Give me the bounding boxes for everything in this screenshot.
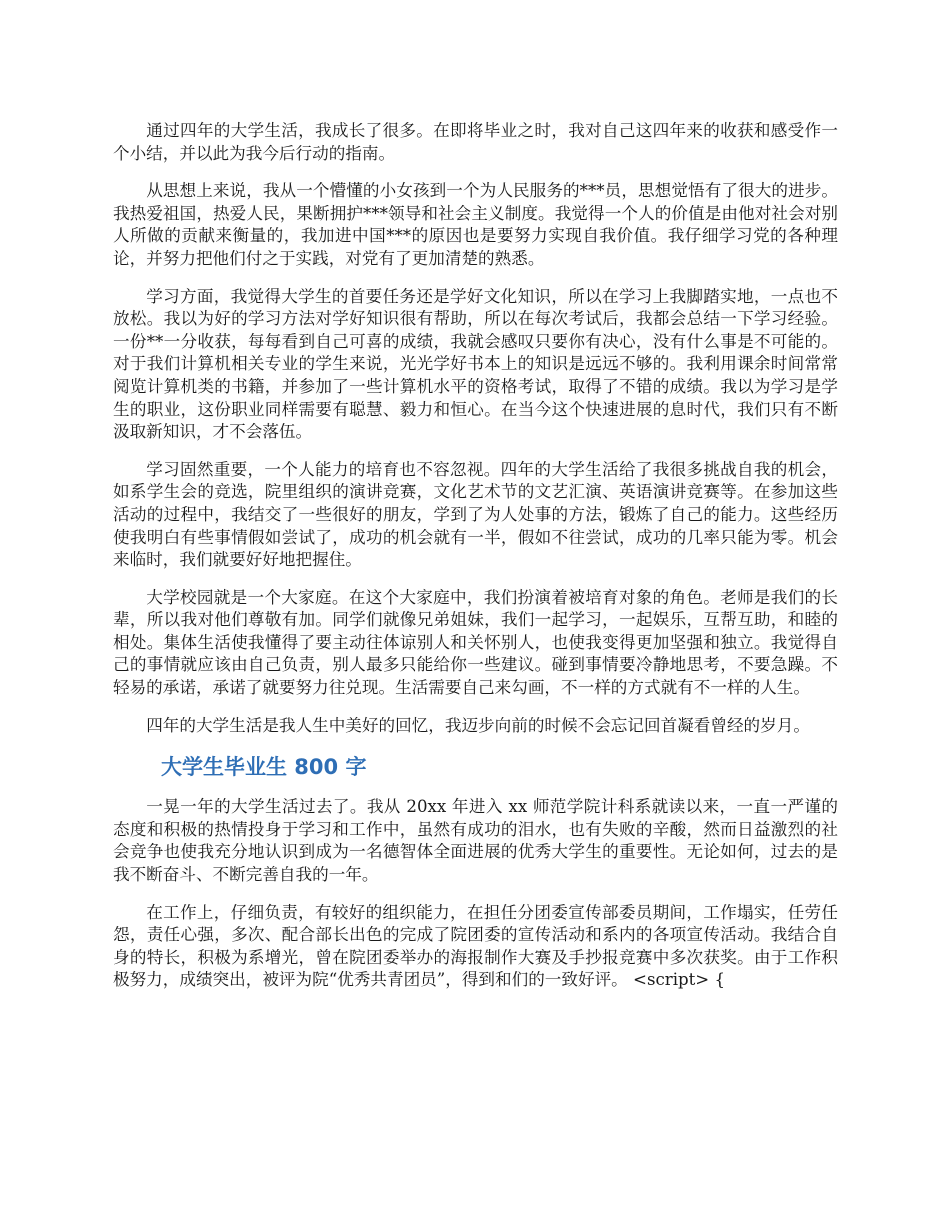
paragraph: 大学校园就是一个大家庭。在这个大家庭中，我们扮演着被培育对象的角色。老师是我们的长辈，所以我对他们尊敬有加。同学们就像兄弟姐妹，我们一起学习，一起娱乐，互帮互助，和睦的相处。集体生活使我懂得了要主动往体谅别人和关怀别人，也使我变得更加坚强和独立。我觉得自己的事情就应该由自己负责，别人最多只能给你一些建议。碰到事情要冷静地思考，不要急躁。不轻易的承诺，承诺了就要努力往兑现。生活需要自己来勾画，不一样的方式就有不一样的人生。: [113, 587, 838, 698]
document-page: [113, 120, 838, 1007]
paragraph: 学习固然重要，一个人能力的培育也不容忽视。四年的大学生活给了我很多挑战自我的机会，如系学生会的竞选，院里组织的演讲竞赛，文化艺术节的文艺汇演、英语演讲竞赛等。在参加这些活动的过程中，我结交了一些很好的朋友，学到了为人处事的方法，锻炼了自己的能力。这些经历使我明白有些事情假如尝试了，成功的机会就有一半，假如不往尝试，成功的几率只能为零。机会来临时，我们就要好好地把握住。: [113, 459, 838, 570]
paragraph: 从思想上来说，我从一个懵懂的小女孩到一个为人民服务的***员，思想觉悟有了很大的进步。我热爱祖国，热爱人民，果断拥护***领导和社会主义制度。我觉得一个人的价值是由他对社会对别人所做的贡献来衡量的，我加进中国***的原因也是要努力实现自我价值。我仔细学习党的各种理论，并努力把他们付之于实践，对党有了更加清楚的熟悉。: [113, 181, 838, 268]
paragraph: 通过四年的大学生活，我成长了很多。在即将毕业之时，我对自己这四年来的收获和感受作一个小结，并以此为我今后行动的指南。: [113, 121, 838, 163]
paragraph: 一晃一年的大学生活过去了。我从 20xx 年进入 xx 师范学院计科系就读以来，一直一严谨的态度和积极的热情投身于学习和工作中，虽然有成功的泪水，也有失败的辛酸，然而日益激烈的社会竞争也使我充分地认识到成为一名德智体全面进展的优秀大学生的重要性。无论如何，过去的是我不断奋斗、不断完善自我的一年。: [113, 797, 838, 885]
paragraph: 学习方面，我觉得大学生的首要任务还是学好文化知识，所以在学习上我脚踏实地，一点也不放松。我以为好的学习方法对学好知识很有帮助，所以在每次考试后，我都会总结一下学习经验。一份**一分收获，每每看到自己可喜的成绩，我就会感叹只要你有决心，没有什么事是不可能的。对于我们计算机相关专业的学生来说，光光学好书本上的知识是远远不够的。我利用课余时间常常阅览计算机类的书籍，并参加了一些计算机水平的资格考试，取得了不错的成绩。我以为学习是学生的职业，这份职业同样需要有聪慧、毅力和恒心。在当今这个快速进展的息时代，我们只有不断汲取新知识，才不会落伍。: [113, 286, 838, 442]
section-heading: 大学生毕业生 800 字: [161, 755, 367, 780]
paragraph: 在工作上，仔细负责，有较好的组织能力，在担任分团委宣传部委员期间，工作塌实，任劳任怨，责任心强，多次、配合部长出色的完成了院团委的宣传活动和系内的各项宣传活动。我结合自身的特长，积极为系增光，曾在院团委举办的海报制作大赛及手抄报竞赛中多次获奖。由于工作积极努力，成绩突出，被评为院“优秀共青团员”，得到和们的一致好评。 <script> {: [113, 902, 838, 990]
paragraph: 四年的大学生活是我人生中美好的回忆，我迈步向前的时候不会忘记回首凝看曾经的岁月。: [146, 715, 810, 735]
